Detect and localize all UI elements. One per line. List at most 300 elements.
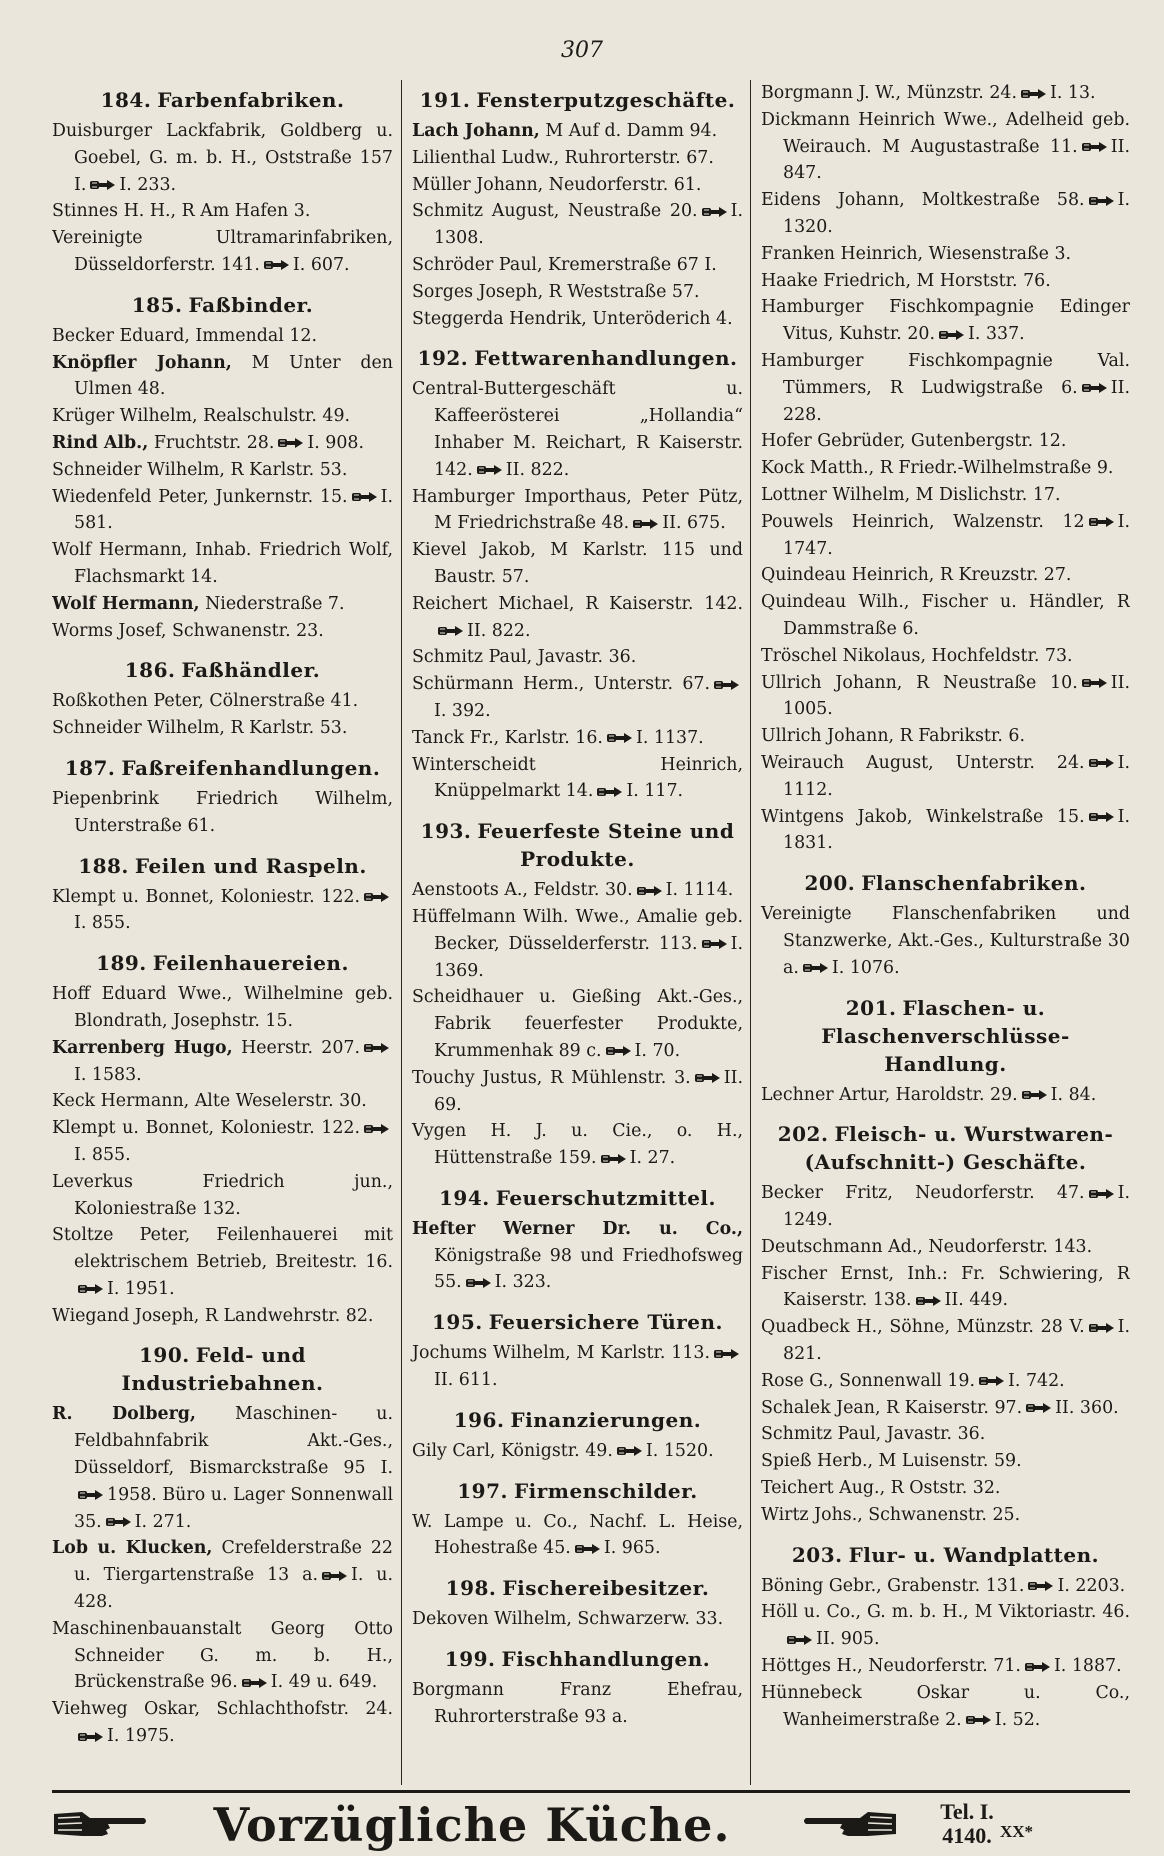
telephone-number: II. 360. bbox=[1055, 1397, 1119, 1418]
directory-section bbox=[52, 754, 393, 840]
section-name: Feuersichere Türen. bbox=[488, 1310, 724, 1335]
directory-section bbox=[412, 1184, 743, 1296]
directory-entry bbox=[412, 1438, 743, 1465]
section-name: Firmenschilder. bbox=[513, 1478, 698, 1503]
entry-text: Niederstraße 7. bbox=[205, 593, 345, 614]
telephone-number: I. 855. bbox=[74, 1144, 131, 1165]
directory-entry bbox=[52, 786, 393, 840]
telephone-number: I. 1308. bbox=[434, 201, 743, 249]
section-title bbox=[761, 994, 1130, 1078]
entry-text: Touchy Justus, R Mühlenstr. 3. bbox=[412, 1067, 691, 1088]
telephone-icon bbox=[601, 1153, 627, 1165]
telephone-number: II. 675. bbox=[662, 513, 726, 534]
directory-entry bbox=[412, 198, 743, 252]
directory-entry bbox=[761, 1180, 1130, 1234]
section-title bbox=[412, 1645, 743, 1673]
section-title bbox=[412, 1574, 743, 1602]
directory-entry bbox=[761, 670, 1130, 724]
telephone-icon bbox=[1089, 1188, 1115, 1200]
telephone-number: II. 822. bbox=[467, 620, 531, 641]
directory-entry bbox=[412, 904, 743, 984]
telephone-number: II. 449. bbox=[944, 1290, 1009, 1311]
entry-text: Fruchtstr. 28. bbox=[153, 432, 275, 453]
entry-text: Roßkothen Peter, Cölnerstraße 41. bbox=[52, 691, 359, 712]
telephone-icon bbox=[803, 962, 829, 974]
telephone-icon bbox=[1025, 1661, 1051, 1673]
entry-text: Tanck Fr., Karlstr. 16. bbox=[412, 727, 603, 748]
directory-entry bbox=[761, 1573, 1130, 1600]
telephone-number: I. 965. bbox=[603, 1538, 661, 1559]
directory-entry bbox=[761, 509, 1130, 563]
section-title bbox=[52, 86, 393, 114]
section-number: 197. bbox=[457, 1478, 508, 1503]
section-number: 203. bbox=[791, 1542, 843, 1567]
telephone-number: I. 2203. bbox=[1057, 1575, 1126, 1596]
telephone-number: I. 49 u. 649. bbox=[270, 1672, 378, 1693]
directory-entry bbox=[412, 1606, 743, 1633]
ad-text: Vorzügliche Küche. bbox=[213, 1798, 731, 1852]
entry-text: Becker Fritz, Neudorferstr. 47. bbox=[761, 1183, 1085, 1204]
telephone-icon bbox=[106, 1516, 132, 1528]
directory-entry bbox=[52, 618, 393, 645]
directory-entry bbox=[761, 643, 1130, 670]
directory-entry bbox=[412, 877, 743, 904]
telephone-icon bbox=[633, 518, 659, 530]
telephone-icon bbox=[607, 732, 633, 744]
section-number: 201. bbox=[845, 995, 897, 1020]
entry-text: Crefelderstraße 22 u. Tiergartenstraße 13 a. bbox=[74, 1538, 394, 1586]
section-name: Flur- u. Wandplatten. bbox=[848, 1542, 1100, 1567]
directory-entry bbox=[761, 1653, 1130, 1680]
section-title bbox=[52, 1341, 393, 1397]
telephone-number: I. 70. bbox=[634, 1040, 681, 1061]
telephone-icon bbox=[966, 1714, 992, 1726]
telephone-number: I. 27. bbox=[629, 1148, 676, 1169]
entry-text: Reichert Michael, R Kaiserstr. 142. bbox=[412, 593, 743, 614]
directory-entry bbox=[412, 145, 743, 172]
entry-text: Heerstr. 207. bbox=[241, 1037, 361, 1058]
section-number: 185. bbox=[131, 292, 183, 317]
section-name: Faßbinder. bbox=[188, 292, 314, 317]
entry-text: Hofer Gebrüder, Gutenbergstr. 12. bbox=[761, 431, 1067, 452]
telephone-number: I. 1249. bbox=[783, 1183, 1130, 1231]
telephone-number: II. 905. bbox=[816, 1629, 880, 1650]
directory-entry bbox=[52, 1696, 393, 1750]
directory-entry bbox=[52, 1035, 393, 1089]
telephone-number: I. 1137. bbox=[635, 727, 704, 748]
telephone-icon bbox=[90, 179, 116, 191]
entry-text: Winterscheidt Heinrich, Knüppelmarkt 14. bbox=[412, 754, 743, 802]
telephone-number: I. 742. bbox=[1008, 1370, 1065, 1391]
directory-section bbox=[412, 1308, 743, 1394]
telephone-number: I. 1114. bbox=[665, 880, 734, 901]
section-name: Faßreifenhandlungen. bbox=[121, 755, 381, 780]
section-number: 194. bbox=[439, 1185, 490, 1210]
section-title bbox=[761, 869, 1130, 897]
entry-text: Klempt u. Bonnet, Koloniestr. 122. bbox=[52, 886, 360, 907]
directory-section bbox=[761, 80, 1130, 857]
directory-entry bbox=[52, 591, 393, 618]
directory-entry bbox=[52, 1222, 393, 1302]
telephone-icon bbox=[1026, 1402, 1052, 1414]
entry-text: Böning Gebr., Grabenstr. 131. bbox=[761, 1575, 1025, 1596]
telephone-number: I. 1076. bbox=[831, 957, 900, 978]
section-title bbox=[52, 656, 393, 684]
telephone-number: I. 84. bbox=[1050, 1084, 1097, 1105]
directory-entry bbox=[761, 562, 1130, 589]
directory-entry bbox=[761, 455, 1130, 482]
entry-text: Maschinenbauanstalt Georg Otto Schneider G. m. b. H., Brückenstraße 96. bbox=[52, 1618, 393, 1693]
directory-entry bbox=[412, 484, 743, 538]
telephone-icon bbox=[714, 1348, 740, 1360]
directory-entry bbox=[412, 1340, 743, 1394]
telephone-number: II. 822. bbox=[505, 459, 570, 480]
entry-name: Lob u. Klucken, bbox=[52, 1538, 213, 1559]
telephone-icon bbox=[242, 1677, 268, 1689]
section-title bbox=[412, 1477, 743, 1505]
entry-text: Schürmann Herm., Unterstr. 67. bbox=[412, 674, 710, 695]
telephone-icon bbox=[916, 1295, 942, 1307]
section-title bbox=[412, 344, 743, 372]
column-1 bbox=[52, 80, 401, 1785]
section-name: Feuerschutzmittel. bbox=[495, 1185, 716, 1210]
section-title bbox=[761, 1120, 1130, 1176]
directory-entry bbox=[761, 1680, 1130, 1734]
directory-section bbox=[52, 86, 393, 279]
directory-entry bbox=[412, 1216, 743, 1296]
entry-text: Hünnebeck Oskar u. Co., Wanheimerstraße 2. bbox=[761, 1682, 1130, 1730]
column-2 bbox=[401, 80, 750, 1785]
entry-text: M Unter den Ulmen 48. bbox=[74, 352, 393, 400]
section-name: Fleisch- u. Wurstwaren- (Aufschnitt-) Geschäfte. bbox=[804, 1122, 1114, 1175]
directory-entry bbox=[412, 306, 743, 333]
entry-text: Kock Matth., R Friedr.-Wilhelmstraße 9. bbox=[761, 458, 1114, 479]
telephone-icon bbox=[78, 1283, 104, 1295]
directory-entry bbox=[52, 1616, 393, 1696]
telephone-icon bbox=[1089, 1322, 1115, 1334]
directory-section bbox=[412, 86, 743, 332]
directory-entry bbox=[52, 457, 393, 484]
section-name: Feilen und Raspeln. bbox=[134, 853, 367, 878]
telephone-icon bbox=[364, 1123, 390, 1135]
directory-entry bbox=[412, 1118, 743, 1172]
directory-section bbox=[52, 1341, 393, 1749]
directory-entry bbox=[761, 1261, 1130, 1315]
section-name: Fensterputzgeschäfte. bbox=[476, 88, 736, 112]
directory-entry bbox=[52, 323, 393, 350]
telephone-icon bbox=[322, 1570, 348, 1582]
entry-text: Wiegand Joseph, R Landwehrstr. 82. bbox=[52, 1305, 374, 1326]
entry-text: W. Lampe u. Co., Nachf. L. Heise, Hohestraße 45. bbox=[412, 1511, 743, 1559]
directory-entry bbox=[412, 1677, 743, 1731]
directory-entry bbox=[761, 428, 1130, 455]
directory-columns bbox=[52, 80, 1130, 1785]
telephone-icon bbox=[695, 1072, 721, 1084]
directory-section bbox=[412, 1477, 743, 1563]
directory-entry bbox=[761, 348, 1130, 428]
bottom-rule bbox=[52, 1790, 1130, 1793]
section-title bbox=[52, 291, 393, 319]
entry-text: Hamburger Fischkompagnie Edinger Vitus, Kuhstr. 20. bbox=[761, 297, 1130, 345]
directory-entry bbox=[412, 725, 743, 752]
advertisement bbox=[52, 1798, 1130, 1852]
entry-name: Wolf Hermann, bbox=[52, 593, 200, 614]
entry-name: Rind Alb., bbox=[52, 432, 149, 453]
telephone-icon bbox=[1082, 382, 1108, 394]
entry-text: Dickmann Heinrich Wwe., Adelheid geb. Weirauch. M Augustastraße 11. bbox=[761, 109, 1130, 157]
telephone-number: I. 607. bbox=[292, 254, 350, 275]
directory-section bbox=[761, 1541, 1130, 1734]
telephone-icon bbox=[1089, 516, 1115, 528]
telephone-number: I. 1831. bbox=[783, 806, 1130, 854]
directory-entry bbox=[761, 107, 1130, 187]
entry-text: Leverkus Friedrich jun., Koloniestraße 132. bbox=[52, 1171, 393, 1219]
telephone-icon bbox=[1089, 757, 1115, 769]
entry-text: Keck Hermann, Alte Weselerstr. 30. bbox=[52, 1091, 367, 1112]
entry-text: Borgmann J. W., Münzstr. 24. bbox=[761, 83, 1017, 103]
section-number: 186. bbox=[124, 658, 176, 683]
directory-entry bbox=[761, 1599, 1130, 1653]
section-number: 188. bbox=[78, 853, 129, 878]
entry-text: Quindeau Wilh., Fischer u. Händler, R Dammstraße 6. bbox=[761, 592, 1130, 639]
directory-section bbox=[761, 994, 1130, 1109]
entry-name: R. Dolberg, bbox=[52, 1404, 196, 1425]
section-name: Finanzierungen. bbox=[510, 1407, 702, 1432]
entry-text: Schmitz Paul, Javastr. 36. bbox=[412, 647, 637, 668]
entry-text: Müller Johann, Neudorferstr. 61. bbox=[412, 174, 702, 195]
section-number: 191. bbox=[419, 88, 471, 112]
telephone-icon bbox=[637, 885, 663, 897]
entry-text: Hamburger Importhaus, Peter Pütz, M Friedrichstraße 48. bbox=[412, 486, 743, 534]
entry-text: Höttges H., Neudorferstr. 71. bbox=[761, 1656, 1021, 1677]
directory-entry bbox=[52, 198, 393, 225]
entry-text: Sorges Joseph, R Weststraße 57. bbox=[412, 281, 700, 302]
entry-text: Schneider Wilhelm, R Karlstr. 53. bbox=[52, 459, 348, 480]
directory-entry bbox=[412, 644, 743, 671]
directory-entry bbox=[412, 671, 743, 725]
telephone-number: I. 271. bbox=[134, 1511, 192, 1532]
directory-entry bbox=[412, 252, 743, 279]
section-number: 199. bbox=[444, 1647, 496, 1672]
telephone-number: I. 1320. bbox=[783, 190, 1130, 237]
directory-entry bbox=[761, 1448, 1130, 1475]
section-name: Fischereibesitzer. bbox=[502, 1576, 710, 1601]
entry-text: Pouwels Heinrich, Walzenstr. 12 bbox=[761, 511, 1085, 532]
telephone-icon bbox=[597, 786, 623, 798]
directory-entry bbox=[761, 589, 1130, 643]
section-title bbox=[52, 949, 393, 977]
entry-text: Klempt u. Bonnet, Koloniestr. 122. bbox=[52, 1118, 360, 1139]
directory-entry bbox=[52, 1088, 393, 1115]
section-title bbox=[412, 1308, 743, 1336]
directory-section bbox=[52, 656, 393, 742]
entry-text: Franken Heinrich, Wiesenstraße 3. bbox=[761, 243, 1072, 264]
section-name: Feld- und Industriebahnen. bbox=[121, 1343, 324, 1396]
directory-entry bbox=[52, 225, 393, 279]
section-name: Flanschenfabriken. bbox=[861, 871, 1087, 896]
directory-entry bbox=[761, 268, 1130, 295]
directory-entry bbox=[52, 484, 393, 538]
entry-name: Knöpfler Johann, bbox=[52, 352, 232, 373]
entry-text: Jochums Wilhelm, M Karlstr. 113. bbox=[412, 1343, 710, 1364]
telephone-number: I. 337. bbox=[968, 324, 1025, 345]
section-title bbox=[412, 86, 743, 114]
pointing-hand-icon bbox=[802, 1806, 898, 1846]
directory-entry bbox=[52, 430, 393, 457]
entry-text: Quindeau Heinrich, R Kreuzstr. 27. bbox=[761, 565, 1072, 586]
section-number: 189. bbox=[96, 951, 147, 976]
directory-entry bbox=[52, 350, 393, 404]
column-3 bbox=[750, 80, 1130, 1785]
entry-text: Ullrich Johann, R Fabrikstr. 6. bbox=[761, 726, 1025, 747]
telephone-icon bbox=[438, 625, 464, 637]
telephone-number: II. 847. bbox=[783, 136, 1130, 184]
section-title bbox=[412, 1184, 743, 1212]
entry-text: Borgmann Franz Ehefrau, Ruhrorterstraße 93 a. bbox=[412, 1680, 743, 1727]
entry-text: Wirtz Johs., Schwanenstr. 25. bbox=[761, 1504, 1021, 1525]
directory-section bbox=[52, 949, 393, 1329]
telephone-icon bbox=[575, 1543, 601, 1555]
telephone-icon bbox=[364, 891, 390, 903]
directory-entry bbox=[52, 1115, 393, 1169]
section-number: 193. bbox=[420, 819, 472, 844]
entry-text: Tröschel Nikolaus, Hochfeldstr. 73. bbox=[761, 645, 1073, 666]
telephone-icon bbox=[714, 679, 740, 691]
telephone-number: II. 1005. bbox=[783, 672, 1130, 720]
entry-text: Duisburger Lackfabrik, Goldberg u. Goebel, G. m. b. H., Oststraße 157 I. bbox=[52, 121, 393, 195]
section-number: 190. bbox=[139, 1343, 190, 1368]
entry-text: Schmitz August, Neustraße 20. bbox=[412, 201, 698, 222]
entry-text: Teichert Aug., R Oststr. 32. bbox=[761, 1478, 1001, 1499]
entry-name: Karrenberg Hugo, bbox=[52, 1037, 233, 1058]
entry-text: Aenstoots A., Feldstr. 30. bbox=[412, 880, 633, 901]
section-number: 200. bbox=[804, 871, 856, 896]
directory-entry bbox=[761, 1475, 1130, 1502]
section-name: Fischhandlungen. bbox=[501, 1647, 711, 1672]
section-number: 195. bbox=[431, 1310, 483, 1335]
directory-entry bbox=[52, 688, 393, 715]
entry-text: Wiedenfeld Peter, Junkernstr. 15. bbox=[52, 486, 348, 507]
telephone-icon bbox=[1082, 141, 1108, 153]
directory-entry bbox=[52, 1169, 393, 1223]
telephone-number: I. 1520. bbox=[645, 1440, 714, 1461]
directory-entry bbox=[761, 1421, 1130, 1448]
directory-section bbox=[52, 291, 393, 645]
telephone-number: I. 392. bbox=[434, 700, 491, 721]
telephone-number: I. 117. bbox=[626, 781, 684, 802]
telephone-icon bbox=[78, 1731, 104, 1743]
telephone-icon bbox=[466, 1277, 492, 1289]
entry-text: Lechner Artur, Haroldstr. 29. bbox=[761, 1084, 1018, 1105]
entry-text: Lottner Wilhelm, M Dislichstr. 17. bbox=[761, 484, 1061, 505]
directory-entry bbox=[412, 172, 743, 199]
entry-text: M Auf d. Damm 94. bbox=[545, 121, 718, 141]
telephone-icon bbox=[787, 1634, 813, 1646]
directory-entry bbox=[412, 376, 743, 483]
directory-entry bbox=[761, 482, 1130, 509]
directory-entry bbox=[761, 1502, 1130, 1529]
directory-entry bbox=[761, 901, 1130, 981]
entry-text: Krüger Wilhelm, Realschulstr. 49. bbox=[52, 406, 351, 427]
section-name: Farbenfabriken. bbox=[157, 88, 345, 112]
section-title bbox=[412, 817, 743, 873]
section-number: 196. bbox=[453, 1407, 505, 1432]
directory-entry bbox=[761, 1395, 1130, 1422]
directory-entry bbox=[52, 1535, 393, 1615]
directory-entry bbox=[52, 537, 393, 591]
entry-text: Quadbeck H., Söhne, Münzstr. 28 V. bbox=[761, 1317, 1085, 1338]
section-title bbox=[412, 1406, 743, 1434]
entry-text: Hamburger Fischkompagnie Val. Tümmers, R Ludwigstraße 6. bbox=[761, 350, 1130, 398]
directory-entry bbox=[761, 1234, 1130, 1261]
telephone-icon bbox=[78, 1489, 104, 1501]
entry-text: Stoltze Peter, Feilenhauerei mit elektrischem Betrieb, Breitestr. 16. bbox=[52, 1225, 393, 1273]
telephone-number: II. 228. bbox=[783, 377, 1130, 425]
telephone-number: I. 233. bbox=[119, 174, 177, 195]
directory-section bbox=[412, 344, 743, 805]
telephone-number: I. 581. bbox=[74, 486, 393, 534]
directory-entry bbox=[412, 537, 743, 591]
directory-entry bbox=[52, 1401, 393, 1535]
directory-entry bbox=[761, 750, 1130, 804]
entry-text: Wolf Hermann, Inhab. Friedrich Wolf, Flachsmarkt 14. bbox=[52, 540, 393, 587]
entry-text: Kievel Jakob, M Karlstr. 115 und Baustr. 57. bbox=[412, 540, 743, 587]
directory-entry bbox=[761, 1368, 1130, 1395]
directory-entry bbox=[52, 884, 393, 938]
telephone-icon bbox=[939, 329, 965, 341]
entry-text: Haake Friedrich, M Horststr. 76. bbox=[761, 270, 1051, 291]
telephone-icon bbox=[1089, 811, 1115, 823]
telephone-icon bbox=[1028, 1580, 1054, 1592]
telephone-icon bbox=[264, 259, 290, 271]
directory-entry bbox=[412, 118, 743, 145]
section-number: 187. bbox=[64, 755, 116, 780]
directory-entry bbox=[412, 1065, 743, 1119]
telephone-number: I. 855. bbox=[74, 913, 131, 934]
section-title bbox=[761, 1541, 1130, 1569]
telephone-icon bbox=[1021, 88, 1047, 100]
entry-text: Rose G., Sonnenwall 19. bbox=[761, 1370, 976, 1391]
telephone-number: I. u. 428. bbox=[74, 1565, 393, 1613]
directory-section bbox=[412, 1574, 743, 1633]
telephone-number: I. 821. bbox=[783, 1317, 1130, 1365]
telephone-icon bbox=[364, 1042, 390, 1054]
telephone-number: I. 1747. bbox=[783, 511, 1130, 559]
entry-text: Vereinigte Ultramarinfabriken, Düsseldorferstr. 141. bbox=[52, 228, 393, 275]
entry-text: Steggerda Hendrik, Unteröderich 4. bbox=[412, 308, 733, 329]
entry-text: Viehweg Oskar, Schlachthofstr. 24. bbox=[52, 1699, 393, 1720]
entry-text: Wintgens Jakob, Winkelstraße 15. bbox=[761, 806, 1085, 827]
directory-entry bbox=[52, 715, 393, 742]
directory-entry bbox=[52, 1303, 393, 1330]
entry-text: Maschinen- u. Feldbahnfabrik Akt.-Ges., Düsseldorf, Bismarckstraße 95 I. bbox=[74, 1404, 393, 1479]
telephone-icon bbox=[702, 938, 728, 950]
telephone-number: I. 13. bbox=[1049, 83, 1096, 103]
telephone-number: I. 323. bbox=[494, 1272, 552, 1293]
telephone-number: I. 1975. bbox=[107, 1726, 175, 1747]
directory-entry bbox=[761, 804, 1130, 858]
telephone-icon bbox=[617, 1445, 643, 1457]
entry-text: Vygen H. J. u. Cie., o. H., Hüttenstraße 159. bbox=[412, 1121, 743, 1169]
section-name: Fettwarenhandlungen. bbox=[474, 346, 738, 371]
directory-entry bbox=[761, 187, 1130, 241]
entry-text: Weirauch August, Unterstr. 24. bbox=[761, 752, 1085, 773]
telephone-icon bbox=[1022, 1089, 1048, 1101]
telephone-icon bbox=[979, 1375, 1005, 1387]
entry-text: Schmitz Paul, Javastr. 36. bbox=[761, 1424, 986, 1445]
ad-tel-number: 4140. bbox=[942, 1823, 992, 1848]
telephone-icon bbox=[1082, 677, 1108, 689]
